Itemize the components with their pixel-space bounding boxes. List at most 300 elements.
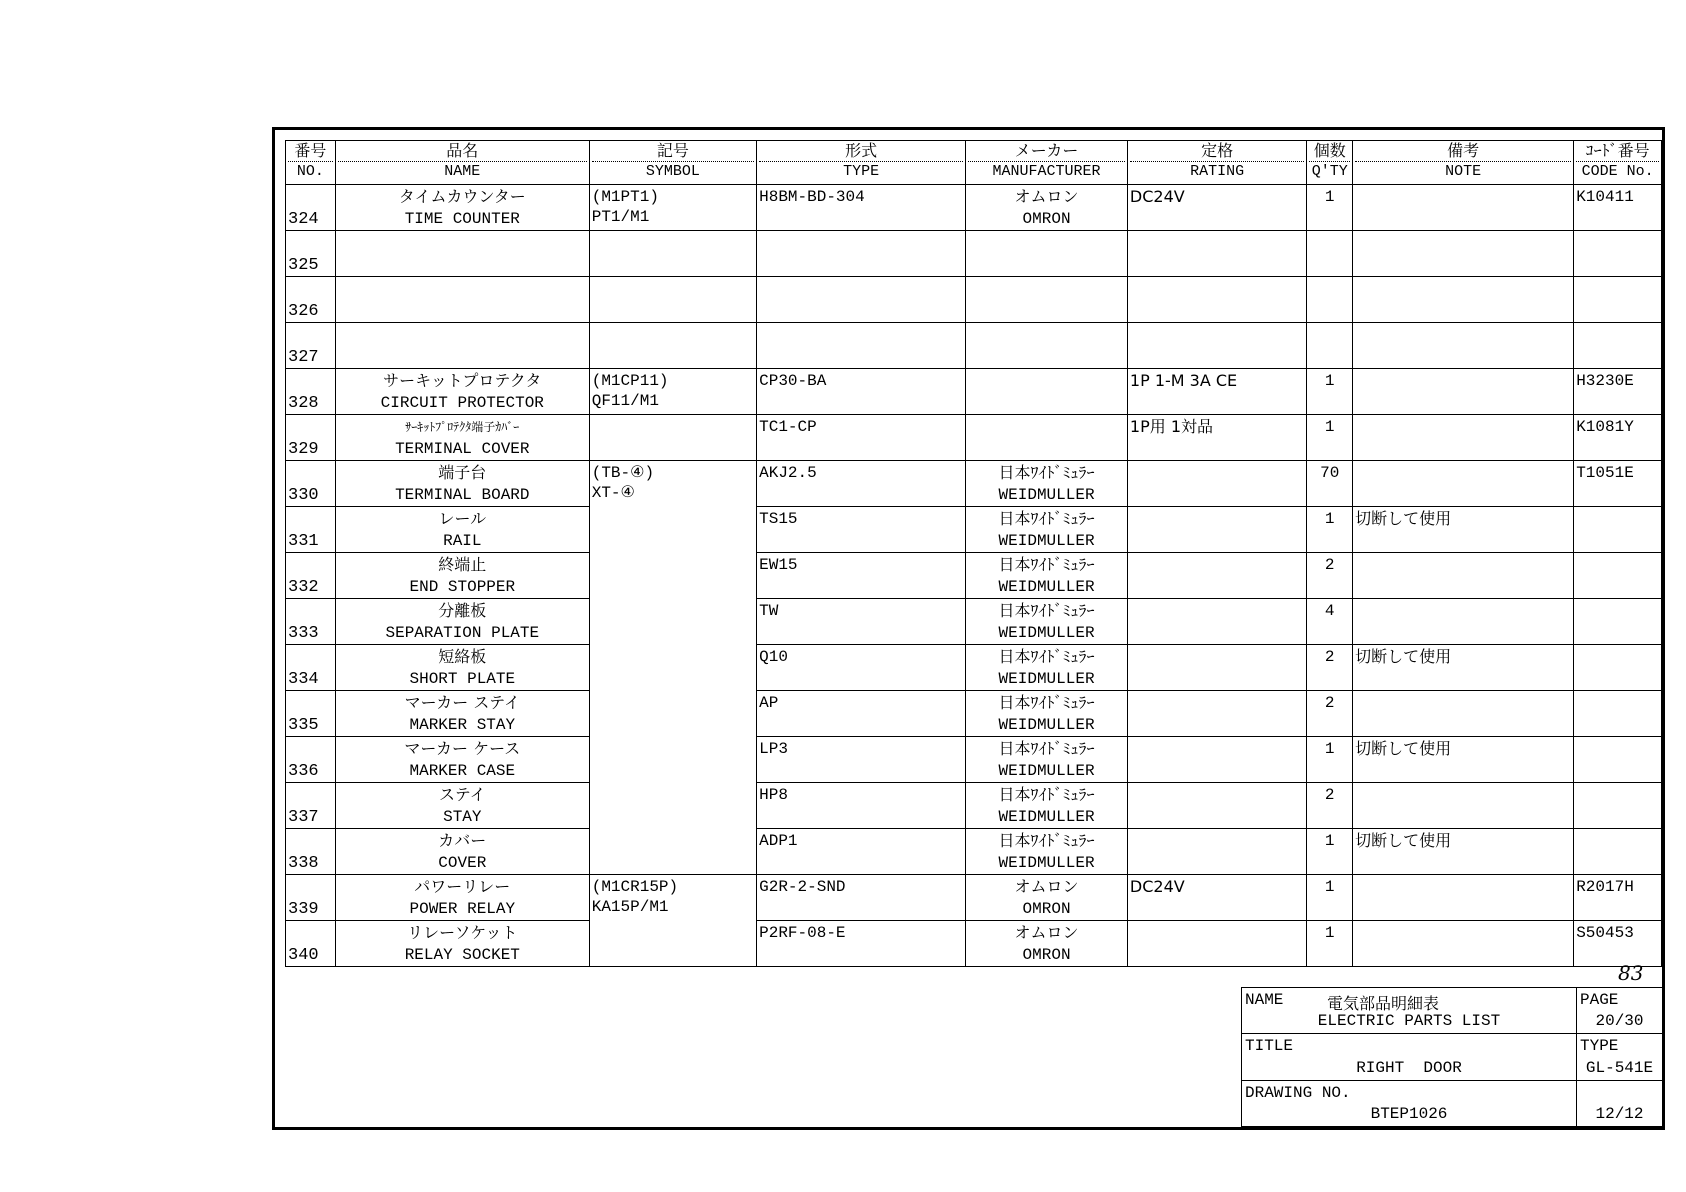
cell-manufacturer [966,829,1128,875]
cell-note [1353,323,1574,369]
name-en: POWER RELAY [409,900,516,918]
header-manufacturer [966,141,1128,185]
name-jp: タイムカウンター [398,187,526,206]
cell-name [335,185,589,231]
cell-type [757,461,966,507]
cell-no [286,507,336,553]
header-row [286,141,1662,185]
cell-code [1574,507,1662,553]
cell-note [1353,185,1574,231]
name-en: TERMINAL COVER [395,440,530,458]
name-en: ELECTRIC PARTS LIST [1317,1012,1501,1031]
cell-note [1353,461,1574,507]
cell-name [335,553,589,599]
type-value: CP30-BA [759,372,827,390]
cell-type [757,323,966,369]
manufacturer-en: WEIDMULLER [998,486,1095,504]
cell-symbol [589,783,756,829]
cell-no [286,875,336,921]
cell-rating [1127,875,1306,921]
code-value: R2017H [1576,878,1634,896]
name-en: COVER [438,854,487,872]
cell-type [757,553,966,599]
cell-manufacturer [966,461,1128,507]
code-value: S50453 [1576,924,1634,942]
cell-manufacturer [966,599,1128,645]
header-code [1574,141,1662,185]
quantity-value: 1 [1324,510,1335,528]
cell-rating [1127,599,1306,645]
cell-no [286,737,336,783]
item-number: 326 [288,302,319,321]
cell-type [757,507,966,553]
manufacturer-en: OMRON [1022,946,1071,964]
item-number: 328 [288,394,319,413]
name-en: END STOPPER [409,578,516,596]
manufacturer-jp: 日本ﾜｲﾄﾞﾐｭﾗｰ [998,693,1095,712]
header-manufacturer-jp: メーカー [968,141,1125,162]
note-value: 切断して使用 [1355,509,1452,528]
cell-symbol [589,737,756,783]
cell-qty [1307,829,1353,875]
cell-no [286,553,336,599]
handwritten-note: 83 [1618,961,1644,985]
cell-qty [1307,323,1353,369]
table-row [286,875,1662,921]
name-jp: 短絡板 [438,647,487,666]
cell-type [757,875,966,921]
cell-note [1353,645,1574,691]
type-value: HP8 [759,786,788,804]
note-value: 切断して使用 [1355,739,1452,758]
cell-code [1574,599,1662,645]
cell-no [286,323,336,369]
name-en: MARKER CASE [409,762,516,780]
table-row [286,553,1662,599]
code-value: K10411 [1576,188,1634,206]
symbol-secondary: QF11/M1 [591,392,659,410]
quantity-value: 1 [1324,924,1335,942]
header-qty-en: Q'TY [1311,163,1348,180]
table-row [286,737,1662,783]
table-row [286,277,1662,323]
cell-name [335,507,589,553]
header-symbol-jp: 記号 [592,141,754,162]
quantity-value: 2 [1324,694,1335,712]
type-value: EW15 [759,556,798,574]
name-jp: リレーソケット [407,923,518,942]
quantity-value: 1 [1324,418,1335,436]
cell-qty [1307,415,1353,461]
title-block-title [1242,1034,1577,1080]
name-en: TERMINAL BOARD [395,486,530,504]
cell-note [1353,691,1574,737]
cell-rating [1127,369,1306,415]
sheet-value: 12/12 [1595,1105,1644,1123]
name-en: SHORT PLATE [409,670,516,688]
table-row [286,185,1662,231]
cell-qty [1307,185,1353,231]
cell-rating [1127,461,1306,507]
symbol-secondary: XT-④ [591,484,635,502]
title-block-type [1577,1034,1663,1080]
manufacturer-en: WEIDMULLER [998,808,1095,826]
name-en: CIRCUIT PROTECTOR [380,394,544,412]
cell-name [335,737,589,783]
rating-value: 1P 1-M 3A CE [1129,371,1238,390]
quantity-value: 4 [1324,602,1335,620]
cell-no [286,185,336,231]
quantity-value: 2 [1324,786,1335,804]
cell-code [1574,829,1662,875]
item-number: 324 [288,210,319,229]
cell-note [1353,829,1574,875]
cell-symbol [589,323,756,369]
cell-type [757,691,966,737]
cell-no [286,277,336,323]
cell-note [1353,737,1574,783]
cell-name [335,783,589,829]
header-rating [1127,141,1306,185]
cell-manufacturer [966,185,1128,231]
symbol-primary: (M1CP11) [591,372,669,390]
cell-qty [1307,231,1353,277]
cell-qty [1307,645,1353,691]
type-value: Q10 [759,648,788,666]
manufacturer-jp: 日本ﾜｲﾄﾞﾐｭﾗｰ [998,509,1095,528]
cell-manufacturer [966,553,1128,599]
item-number: 331 [288,532,319,551]
cell-type [757,185,966,231]
cell-name [335,277,589,323]
type-value: G2R-2-SND [759,878,846,896]
cell-qty [1307,783,1353,829]
header-type [757,141,966,185]
cell-code [1574,691,1662,737]
cell-code [1574,645,1662,691]
cell-type [757,737,966,783]
cell-rating [1127,277,1306,323]
cell-type [757,369,966,415]
header-manufacturer-en: MANUFACTURER [992,163,1101,180]
header-name [335,141,589,185]
cell-code [1574,231,1662,277]
cell-rating [1127,783,1306,829]
symbol-secondary: PT1/M1 [591,208,650,226]
cell-manufacturer [966,921,1128,967]
cell-rating [1127,645,1306,691]
header-code-en: CODE No. [1581,163,1654,180]
drawing-value: BTEP1026 [1370,1105,1448,1123]
cell-no [286,645,336,691]
manufacturer-en: WEIDMULLER [998,578,1095,596]
cell-rating [1127,507,1306,553]
cell-no [286,415,336,461]
item-number: 330 [288,486,319,505]
cell-note [1353,415,1574,461]
cell-code [1574,277,1662,323]
cell-type [757,415,966,461]
symbol-primary: (M1CR15P) [591,878,679,896]
cell-type [757,921,966,967]
cell-code [1574,415,1662,461]
cell-manufacturer [966,231,1128,277]
quantity-value: 70 [1320,464,1340,482]
header-no [286,141,336,185]
type-value: P2RF-08-E [759,924,846,942]
name-jp: カバー [438,831,487,850]
cell-type [757,645,966,691]
manufacturer-en: WEIDMULLER [998,532,1095,550]
cell-note [1353,783,1574,829]
table-row [286,829,1662,875]
name-jp: サーキットプロテクタ [383,371,542,390]
cell-qty [1307,737,1353,783]
manufacturer-jp: 日本ﾜｲﾄﾞﾐｭﾗｰ [998,785,1095,804]
header-type-jp: 形式 [759,141,963,162]
type-value: AKJ2.5 [759,464,817,482]
cell-code [1574,185,1662,231]
cell-note [1353,553,1574,599]
table-row [286,369,1662,415]
cell-note [1353,507,1574,553]
table-row [286,415,1662,461]
cell-no [286,599,336,645]
header-note-jp: 備考 [1355,141,1571,162]
manufacturer-en: WEIDMULLER [998,762,1095,780]
manufacturer-jp: 日本ﾜｲﾄﾞﾐｭﾗｰ [998,463,1095,482]
header-no-en: NO. [296,163,324,180]
cell-manufacturer [966,369,1128,415]
name-jp: レール [438,509,487,528]
header-note-en: NOTE [1445,163,1482,180]
page-label: PAGE [1580,991,1619,1009]
item-number: 325 [288,256,319,275]
cell-note [1353,231,1574,277]
cell-type [757,783,966,829]
header-note [1353,141,1574,185]
manufacturer-jp: 日本ﾜｲﾄﾞﾐｭﾗｰ [998,647,1095,666]
cell-qty [1307,599,1353,645]
header-rating-jp: 定格 [1130,141,1304,162]
name-jp: ステイ [439,785,486,804]
manufacturer-jp: オムロン [1014,187,1079,206]
quantity-value: 2 [1324,648,1335,666]
note-value: 切断して使用 [1355,831,1452,850]
cell-manufacturer [966,277,1128,323]
type-value: LP3 [759,740,788,758]
cell-symbol [589,369,756,415]
symbol-primary: (TB-④) [591,464,655,482]
rating-value: DC24V [1129,187,1185,206]
type-value: ADP1 [759,832,798,850]
table-row [286,921,1662,967]
code-value: H3230E [1576,372,1634,390]
name-en: STAY [443,808,482,826]
cell-symbol [589,231,756,277]
cell-type [757,829,966,875]
parts-rows [286,185,1662,967]
type-label: TYPE [1580,1037,1619,1056]
cell-qty [1307,875,1353,921]
header-code-jp: ｺｰﾄﾞ番号 [1576,141,1659,162]
cell-no [286,231,336,277]
title-block-drawing [1242,1080,1577,1126]
cell-name [335,829,589,875]
symbol-secondary: KA15P/M1 [591,898,669,916]
cell-rating [1127,737,1306,783]
manufacturer-en: WEIDMULLER [998,670,1095,688]
header-symbol-en: SYMBOL [645,163,700,180]
item-number: 337 [288,808,319,827]
cell-rating [1127,185,1306,231]
cell-symbol [589,645,756,691]
cell-symbol [589,185,756,231]
type-value: AP [759,694,779,712]
header-rating-en: RATING [1190,163,1245,180]
cell-manufacturer [966,737,1128,783]
cell-qty [1307,369,1353,415]
table-row [286,783,1662,829]
cell-code [1574,553,1662,599]
cell-code [1574,875,1662,921]
item-number: 327 [288,348,319,367]
table-row [286,461,1662,507]
manufacturer-jp: 日本ﾜｲﾄﾞﾐｭﾗｰ [998,831,1095,850]
quantity-value: 1 [1324,878,1335,896]
quantity-value: 1 [1324,832,1335,850]
cell-no [286,691,336,737]
manufacturer-en: WEIDMULLER [998,624,1095,642]
drawing-label: DRAWING NO. [1245,1083,1351,1102]
name-jp: パワーリレー [414,877,511,896]
header-no-jp: 番号 [288,141,333,162]
title-block-sheet [1577,1080,1663,1126]
cell-manufacturer [966,875,1128,921]
rating-value: 1P用 1対品 [1129,417,1214,436]
parts-list-sheet [272,127,1665,1130]
cell-note [1353,277,1574,323]
item-number: 336 [288,762,319,781]
quantity-value: 1 [1324,740,1335,758]
symbol-primary: (M1PT1) [591,188,659,206]
cell-symbol [589,829,756,875]
type-value: H8BM-BD-304 [759,188,865,206]
header-name-jp: 品名 [338,141,587,162]
cell-type [757,277,966,323]
cell-name [335,461,589,507]
cell-no [286,461,336,507]
cell-symbol [589,553,756,599]
cell-manufacturer [966,415,1128,461]
name-jp: 端子台 [438,463,487,482]
manufacturer-en: WEIDMULLER [998,854,1095,872]
cell-note [1353,369,1574,415]
cell-name [335,369,589,415]
cell-rating [1127,921,1306,967]
name-jp: ｻｰｷｯﾄﾌﾟﾛﾃｸﾀ端子ｶﾊﾞｰ [405,420,520,434]
cell-code [1574,737,1662,783]
title-block-page [1577,988,1663,1034]
cell-symbol [589,507,756,553]
cell-name [335,599,589,645]
type-value: TS15 [759,510,798,528]
cell-manufacturer [966,691,1128,737]
cell-note [1353,599,1574,645]
name-en: MARKER STAY [409,716,516,734]
table-row [286,645,1662,691]
cell-no [286,829,336,875]
item-number: 338 [288,854,319,873]
table-row [286,507,1662,553]
manufacturer-jp: オムロン [1014,923,1079,942]
page-value: 20/30 [1595,1012,1644,1031]
manufacturer-jp: 日本ﾜｲﾄﾞﾐｭﾗｰ [998,601,1095,620]
name-jp: 分離板 [438,601,487,620]
cell-rating [1127,323,1306,369]
code-value: T1051E [1576,464,1634,482]
item-number: 334 [288,670,319,689]
manufacturer-en: OMRON [1022,210,1071,228]
header-qty [1307,141,1353,185]
cell-no [286,783,336,829]
rating-value: DC24V [1129,877,1185,896]
code-value: K1081Y [1576,418,1634,436]
cell-no [286,369,336,415]
cell-code [1574,783,1662,829]
cell-name [335,323,589,369]
item-number: 335 [288,716,319,735]
cell-symbol [589,461,756,507]
header-qty-jp: 個数 [1309,141,1350,162]
item-number: 340 [288,946,319,965]
cell-qty [1307,277,1353,323]
cell-qty [1307,691,1353,737]
name-jp: 電気部品明細表 [1327,994,1440,1013]
cell-manufacturer [966,645,1128,691]
name-jp: マーカー ケース [404,739,521,758]
cell-rating [1127,553,1306,599]
cell-symbol [589,277,756,323]
item-number: 339 [288,900,319,919]
cell-type [757,231,966,277]
quantity-value: 2 [1324,556,1335,574]
cell-symbol [589,415,756,461]
name-en: TIME COUNTER [404,210,520,228]
cell-code [1574,369,1662,415]
cell-code [1574,461,1662,507]
name-jp: マーカー ステイ [404,693,520,712]
title-value: RIGHT DOOR [1356,1058,1462,1077]
cell-type [757,599,966,645]
cell-rating [1127,231,1306,277]
cell-qty [1307,507,1353,553]
note-value: 切断して使用 [1355,647,1452,666]
name-label: NAME [1245,991,1284,1009]
cell-name [335,645,589,691]
cell-rating [1127,415,1306,461]
cell-code [1574,323,1662,369]
item-number: 333 [288,624,319,643]
parts-table [285,140,1662,967]
manufacturer-en: OMRON [1022,900,1071,918]
cell-qty [1307,461,1353,507]
item-number: 329 [288,440,319,459]
cell-name [335,415,589,461]
name-en: SEPARATION PLATE [385,624,540,642]
type-value: TC1-CP [759,418,817,436]
cell-no [286,921,336,967]
